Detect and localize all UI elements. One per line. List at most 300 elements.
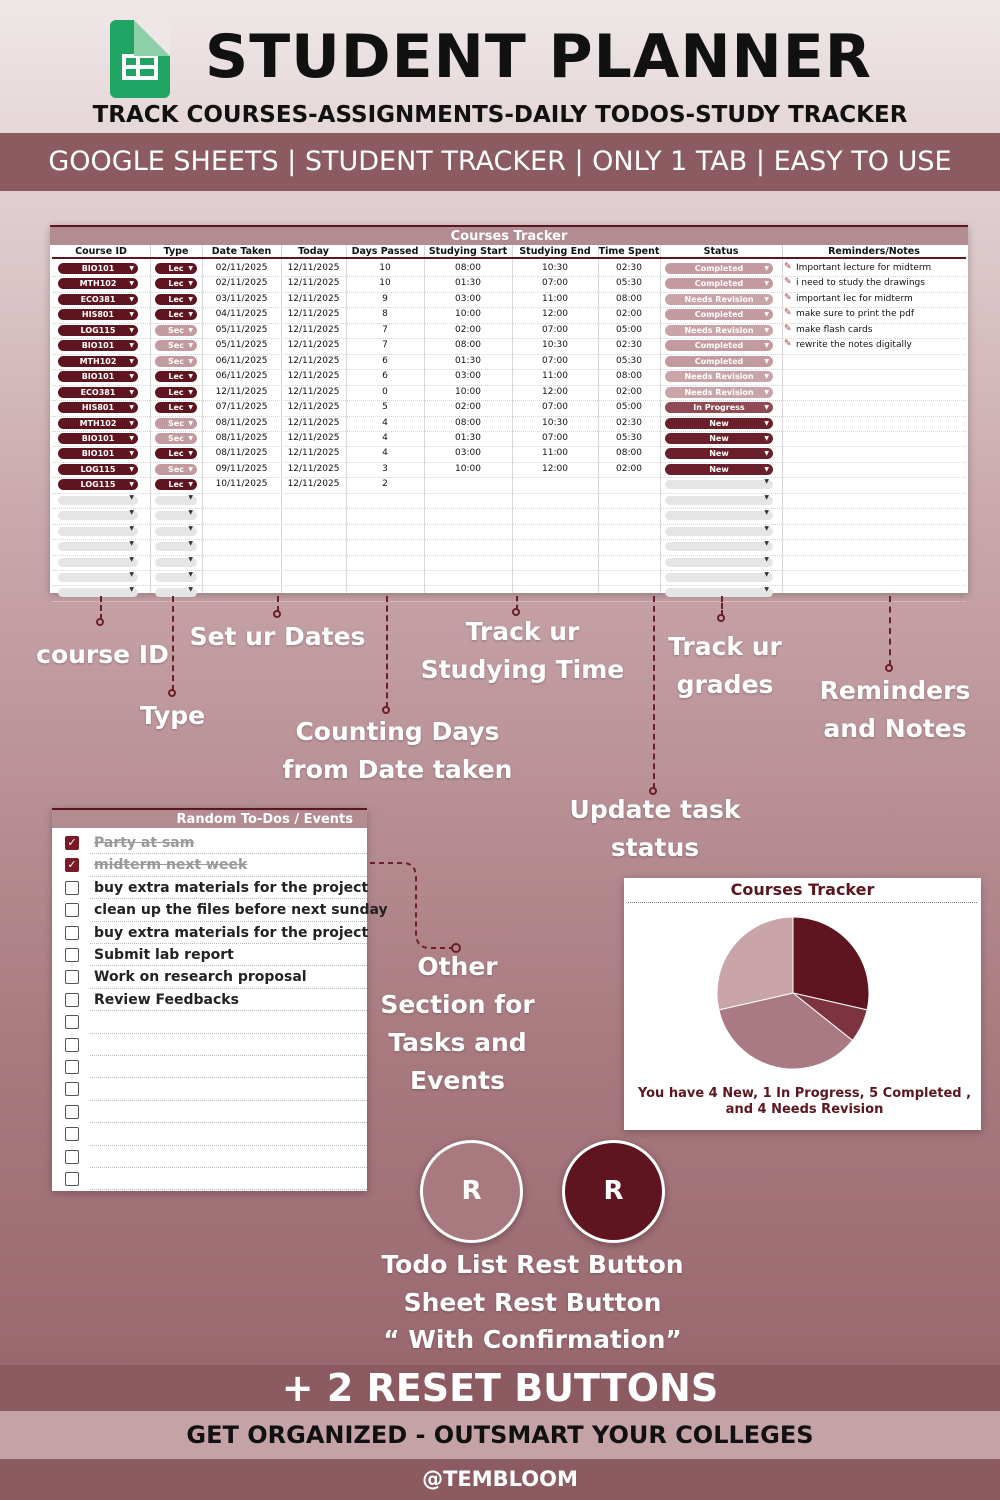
annotation-reminders: Reminders and Notes	[819, 676, 971, 743]
status-dropdown[interactable]: Completed ▼	[665, 278, 773, 289]
cell-end[interactable]: 11:00	[542, 371, 568, 382]
cell-today[interactable]: 12/11/2025	[287, 324, 340, 335]
checkbox[interactable]	[65, 1105, 79, 1119]
cell-today[interactable]: 12/11/2025	[287, 386, 340, 397]
chevron-down-icon: ▼	[129, 465, 134, 473]
list-item	[52, 966, 367, 988]
todo-text[interactable]: clean up the files before next sunday	[94, 902, 388, 919]
chevron-down-icon: ▼	[188, 419, 193, 427]
status-dropdown[interactable]: Completed ▼	[665, 309, 773, 320]
list-item	[52, 1101, 367, 1123]
cell-spent[interactable]: 02:30	[616, 263, 642, 273]
cell-date[interactable]: 08/11/2025	[215, 448, 268, 459]
empty-dropdown[interactable]	[58, 524, 138, 536]
list-item	[52, 1168, 367, 1190]
cell-start[interactable]: 10:00	[455, 386, 481, 397]
chevron-down-icon: ▼	[129, 295, 134, 303]
type-dropdown[interactable]: Sec ▼	[155, 433, 197, 444]
cell-start[interactable]: 02:00	[455, 324, 481, 335]
pencil-icon: ✎	[784, 308, 792, 319]
checkbox[interactable]	[65, 1015, 79, 1029]
chevron-down-icon: ▼	[129, 555, 134, 563]
cell-end[interactable]: 11:00	[542, 293, 568, 304]
chevron-down-icon: ▼	[188, 465, 193, 473]
cell-today[interactable]: 12/11/2025	[287, 355, 340, 366]
annotation-grades: Track ur grades	[668, 632, 782, 699]
cell-today[interactable]: 12/11/2025	[287, 479, 340, 490]
chevron-down-icon: ▼	[129, 509, 134, 517]
annotation-dates: Set ur Dates	[189, 622, 366, 651]
todo-reset-button[interactable]: R	[420, 1140, 523, 1243]
cell-today[interactable]: 12/11/2025	[287, 402, 340, 413]
cell-spent[interactable]: 08:00	[616, 371, 642, 382]
cell-spent[interactable]: 08:00	[616, 293, 642, 304]
annotation-other-section: Other Section for Tasks and Events	[380, 952, 535, 1095]
status-dropdown[interactable]: Needs Revision ▼	[665, 387, 773, 398]
empty-dropdown[interactable]	[155, 542, 197, 551]
cell-days[interactable]: 0	[382, 386, 388, 397]
chevron-down-icon: ▼	[188, 265, 193, 272]
cell-spent[interactable]: 05:00	[616, 324, 642, 335]
chevron-down-icon: ▼	[129, 434, 134, 442]
chevron-down-icon: ▼	[764, 509, 769, 517]
chevron-down-icon: ▼	[188, 326, 193, 334]
type-dropdown[interactable]: Lec ▼	[155, 278, 197, 289]
empty-dropdown[interactable]	[155, 511, 197, 520]
cell-date[interactable]: 06/11/2025	[215, 355, 268, 366]
cell-days[interactable]: 8	[382, 309, 388, 320]
chevron-down-icon: ▼	[764, 388, 769, 396]
cell-date[interactable]: 03/11/2025	[215, 293, 268, 304]
annotation-counting-days: Counting Days from Date taken	[282, 717, 513, 784]
status-dropdown[interactable]	[665, 480, 773, 489]
cell-start[interactable]: 03:00	[455, 448, 481, 459]
type-dropdown[interactable]: Lec ▼	[155, 402, 197, 413]
empty-dropdown[interactable]	[665, 524, 773, 536]
cell-start[interactable]	[424, 477, 512, 492]
cell-end[interactable]: 11:00	[542, 448, 568, 459]
course-id-dropdown[interactable]: HIS801 ▼	[58, 402, 138, 413]
status-dropdown[interactable]: In Progress ▼	[665, 402, 773, 413]
course-id-dropdown[interactable]: LOG115 ▼	[58, 479, 138, 490]
annotation-studying-time: Track ur Studying Time	[420, 617, 625, 684]
checkbox[interactable]	[65, 926, 79, 940]
note-cell[interactable]: important lec for midterm	[796, 293, 913, 304]
cell-start[interactable]: 10:00	[455, 463, 481, 474]
cell-date[interactable]: 02/11/2025	[215, 263, 268, 273]
chevron-down-icon: ▼	[764, 419, 769, 427]
cell-start[interactable]: 03:00	[455, 293, 481, 304]
chevron-down-icon: ▼	[764, 404, 769, 412]
empty-dropdown[interactable]	[665, 573, 773, 582]
type-dropdown[interactable]: Sec ▼	[155, 356, 197, 367]
pie-chart	[716, 916, 870, 1070]
list-item	[52, 1123, 367, 1145]
cell-date[interactable]: 12/11/2025	[215, 386, 268, 397]
course-id-dropdown[interactable]: BIO101 ▼	[58, 340, 138, 351]
empty-dropdown[interactable]	[58, 511, 138, 520]
todo-text[interactable]: Review Feedbacks	[94, 991, 239, 1008]
empty-dropdown[interactable]	[665, 511, 773, 520]
empty-dropdown[interactable]	[58, 542, 138, 551]
chevron-down-icon: ▼	[188, 357, 193, 365]
cell-today[interactable]: 12/11/2025	[287, 340, 340, 351]
column-header: Status	[660, 245, 782, 259]
chevron-down-icon: ▼	[188, 450, 193, 458]
course-id-dropdown[interactable]: MTH102 ▼	[58, 278, 138, 289]
chevron-down-icon: ▼	[764, 357, 769, 365]
cell-spent[interactable]: 05:30	[616, 432, 642, 443]
list-item	[52, 1056, 367, 1078]
cell-today[interactable]: 12/11/2025	[287, 263, 340, 273]
cell-start[interactable]: 03:00	[455, 371, 481, 382]
cell-end[interactable]: 12:00	[542, 386, 568, 397]
status-dropdown[interactable]: Needs Revision ▼	[665, 294, 773, 305]
chevron-down-icon: ▼	[129, 326, 134, 334]
cell-days[interactable]: 6	[382, 355, 388, 366]
chevron-down-icon: ▼	[764, 540, 769, 548]
course-id-dropdown[interactable]: BIO101 ▼	[58, 263, 138, 274]
cell-start[interactable]: 08:00	[455, 263, 481, 273]
column-header: Type	[150, 245, 202, 259]
todo-list	[52, 808, 388, 1191]
feature-banner: GOOGLE SHEETS | STUDENT TRACKER | ONLY 1 TAB | EASY TO USE	[0, 133, 1000, 191]
checkbox[interactable]	[65, 1127, 79, 1141]
chevron-down-icon: ▼	[129, 404, 134, 412]
checkbox[interactable]	[65, 970, 79, 984]
cell-end[interactable]: 10:30	[542, 263, 568, 273]
chevron-down-icon: ▼	[764, 311, 769, 319]
empty-dropdown[interactable]	[155, 555, 197, 567]
list-item	[52, 1078, 367, 1100]
cell-date[interactable]: 02/11/2025	[215, 278, 268, 289]
list-item	[52, 877, 367, 899]
empty-dropdown[interactable]	[58, 493, 138, 505]
reset-caption-3: “ With Confirmation”	[383, 1325, 682, 1354]
chevron-down-icon: ▼	[129, 280, 134, 288]
list-item	[52, 922, 367, 944]
cell-today[interactable]: 12/11/2025	[287, 309, 340, 320]
chevron-down-icon: ▼	[188, 509, 193, 517]
cell-date[interactable]: 06/11/2025	[215, 371, 268, 382]
chevron-down-icon: ▼	[764, 586, 769, 594]
handle: @TEMBLOOM	[0, 1459, 1000, 1500]
cell-date[interactable]: 07/11/2025	[215, 402, 268, 413]
chevron-down-icon: ▼	[188, 481, 193, 489]
empty-dropdown[interactable]	[155, 524, 197, 536]
sheet-title: Courses Tracker	[50, 225, 968, 245]
todo-text[interactable]: Work on research proposal	[94, 969, 307, 986]
chart-title: Courses Tracker	[730, 880, 875, 899]
cell-end[interactable]	[512, 477, 598, 492]
pencil-icon: ✎	[784, 339, 792, 350]
checkbox[interactable]	[65, 881, 79, 895]
chart-caption: You have 4 New, 1 In Progress, 5 Completed , and 4 Needs Revision	[637, 1086, 972, 1117]
cell-days[interactable]: 3	[382, 463, 388, 474]
note-cell[interactable]: make sure to print the pdf	[796, 309, 914, 320]
cell-days[interactable]: 5	[382, 402, 388, 413]
type-dropdown[interactable]: Sec ▼	[155, 340, 197, 351]
cell-end[interactable]: 10:30	[542, 417, 568, 428]
checkbox[interactable]: ✓	[65, 836, 79, 850]
cell-start[interactable]: 01:30	[455, 355, 481, 366]
chevron-down-icon: ▼	[129, 311, 134, 319]
chevron-down-icon: ▼	[188, 280, 193, 288]
status-dropdown[interactable]: Needs Revision ▼	[665, 371, 773, 382]
cell-today[interactable]: 12/11/2025	[287, 463, 340, 474]
empty-dropdown[interactable]	[665, 588, 773, 597]
cell-start[interactable]: 01:30	[455, 278, 481, 289]
chevron-down-icon: ▼	[188, 493, 193, 501]
status-dropdown[interactable]: Completed ▼	[665, 356, 773, 367]
cell-spent[interactable]: 05:30	[616, 278, 642, 289]
cell-end[interactable]: 07:00	[542, 278, 568, 289]
chevron-down-icon: ▼	[129, 493, 134, 501]
type-dropdown[interactable]: Lec ▼	[155, 263, 197, 274]
cell-spent[interactable]: 02:30	[616, 417, 642, 428]
type-dropdown[interactable]: Sec ▼	[155, 325, 197, 336]
status-dropdown[interactable]: New ▼	[665, 433, 773, 444]
todo-text[interactable]: Party at sam	[94, 835, 195, 851]
courses-tracker-sheet	[50, 225, 968, 593]
list-item	[52, 1011, 367, 1033]
cell-days[interactable]: 2	[382, 479, 388, 490]
cell-date[interactable]: 04/11/2025	[215, 309, 268, 320]
empty-dropdown[interactable]	[58, 573, 138, 582]
checkbox[interactable]	[65, 1150, 79, 1164]
type-dropdown[interactable]: Lec ▼	[155, 309, 197, 320]
cell-end[interactable]: 07:00	[542, 402, 568, 413]
chevron-down-icon: ▼	[764, 524, 769, 532]
course-id-dropdown[interactable]: BIO101 ▼	[58, 371, 138, 382]
chevron-down-icon: ▼	[129, 388, 134, 396]
status-dropdown[interactable]: Completed ▼	[665, 340, 773, 351]
note-cell[interactable]: Important lecture for midterm	[796, 263, 932, 273]
chevron-down-icon: ▼	[764, 478, 769, 486]
chevron-down-icon: ▼	[129, 586, 134, 594]
todo-text[interactable]: buy extra materials for the project	[94, 879, 369, 896]
reset-caption-2: Sheet Rest Button	[403, 1288, 662, 1317]
chevron-down-icon: ▼	[764, 493, 769, 501]
cell-date[interactable]: 08/11/2025	[215, 417, 268, 428]
checkbox[interactable]	[65, 1082, 79, 1096]
cell-days[interactable]: 7	[382, 324, 388, 335]
cell-today[interactable]: 12/11/2025	[287, 293, 340, 304]
cell-date[interactable]: 09/11/2025	[215, 463, 268, 474]
cell-days[interactable]: 4	[382, 448, 388, 459]
type-dropdown[interactable]: Sec ▼	[155, 464, 197, 475]
course-id-dropdown[interactable]: MTH102 ▼	[58, 356, 138, 367]
chevron-down-icon: ▼	[188, 342, 193, 350]
list-item	[52, 944, 367, 966]
cell-spent[interactable]: 05:30	[616, 355, 642, 366]
chevron-down-icon: ▼	[188, 555, 193, 563]
checkbox[interactable]	[65, 948, 79, 962]
status-dropdown[interactable]: New ▼	[665, 448, 773, 459]
cell-date[interactable]: 08/11/2025	[215, 432, 268, 443]
column-header: Today	[281, 245, 346, 259]
chevron-down-icon: ▼	[764, 373, 769, 381]
status-dropdown[interactable]: Needs Revision ▼	[665, 325, 773, 336]
chevron-down-icon: ▼	[188, 434, 193, 442]
cell-today[interactable]: 12/11/2025	[287, 371, 340, 382]
chevron-down-icon: ▼	[129, 524, 134, 532]
course-id-dropdown[interactable]: LOG115 ▼	[58, 464, 138, 475]
cell-today[interactable]: 12/11/2025	[287, 432, 340, 443]
chevron-down-icon: ▼	[764, 571, 769, 578]
cell-spent[interactable]: 02:30	[616, 340, 642, 351]
cell-days[interactable]: 10	[379, 263, 391, 273]
empty-dropdown[interactable]	[665, 555, 773, 567]
course-id-dropdown[interactable]: HIS801 ▼	[58, 309, 138, 320]
cell-start[interactable]: 08:00	[455, 340, 481, 351]
list-item	[52, 1146, 367, 1168]
column-header: Days Passed	[346, 245, 424, 259]
cell-end[interactable]: 07:00	[542, 355, 568, 366]
list-item	[52, 899, 388, 921]
cell-days[interactable]: 4	[382, 417, 388, 428]
cell-spent[interactable]: 05:00	[616, 402, 642, 413]
chevron-down-icon: ▼	[764, 295, 769, 303]
chevron-down-icon: ▼	[764, 342, 769, 350]
cell-start[interactable]: 10:00	[455, 309, 481, 320]
page-title: STUDENT PLANNER	[205, 22, 872, 92]
chevron-down-icon: ▼	[129, 571, 134, 578]
status-dropdown[interactable]: Completed ▼	[665, 263, 773, 274]
cell-days[interactable]: 4	[382, 432, 388, 443]
course-id-dropdown[interactable]: MTH102 ▼	[58, 418, 138, 429]
checkbox[interactable]: ✓	[65, 858, 79, 872]
todo-text[interactable]: Submit lab report	[94, 947, 234, 963]
empty-dropdown[interactable]	[155, 493, 197, 505]
type-dropdown[interactable]: Sec ▼	[155, 418, 197, 429]
cell-days[interactable]: 10	[379, 278, 391, 289]
cell-spent[interactable]: 02:00	[616, 386, 642, 397]
todo-text[interactable]: buy extra materials for the project	[94, 924, 369, 941]
checkbox[interactable]	[65, 1060, 79, 1074]
chevron-down-icon: ▼	[129, 265, 134, 272]
cell-start[interactable]: 01:30	[455, 432, 481, 443]
cell-end[interactable]: 07:00	[542, 324, 568, 335]
checkbox[interactable]	[65, 903, 79, 917]
chevron-down-icon: ▼	[764, 555, 769, 563]
course-id-dropdown[interactable]: ECO381 ▼	[58, 294, 138, 305]
chevron-down-icon: ▼	[129, 342, 134, 350]
type-dropdown[interactable]: Lec ▼	[155, 294, 197, 305]
sheet-reset-button[interactable]: R	[562, 1140, 665, 1243]
empty-dropdown[interactable]	[665, 542, 773, 551]
list-item	[52, 989, 367, 1011]
chevron-down-icon: ▼	[764, 450, 769, 458]
course-id-dropdown[interactable]: BIO101 ▼	[58, 448, 138, 459]
type-dropdown[interactable]: Lec ▼	[155, 387, 197, 398]
chevron-down-icon: ▼	[129, 357, 134, 365]
type-dropdown[interactable]: Lec ▼	[155, 371, 197, 382]
chevron-down-icon: ▼	[764, 434, 769, 442]
cell-today[interactable]: 12/11/2025	[287, 448, 340, 459]
cell-spent[interactable]	[598, 477, 660, 492]
cell-spent[interactable]: 08:00	[616, 448, 642, 459]
cell-end[interactable]: 12:00	[542, 463, 568, 474]
google-sheets-icon	[110, 20, 170, 98]
cell-start[interactable]: 08:00	[455, 417, 481, 428]
column-header: Studying End	[512, 245, 598, 259]
cell-spent[interactable]: 02:00	[616, 309, 642, 320]
empty-dropdown[interactable]	[155, 573, 197, 582]
chevron-down-icon: ▼	[188, 571, 193, 578]
course-id-dropdown[interactable]: ECO381 ▼	[58, 387, 138, 398]
annotation-type: Type	[139, 701, 206, 730]
chevron-down-icon: ▼	[188, 373, 193, 381]
cell-today[interactable]: 12/11/2025	[287, 278, 340, 289]
cell-date[interactable]: 10/11/2025	[215, 479, 268, 490]
type-dropdown[interactable]: Lec ▼	[155, 479, 197, 490]
note-cell[interactable]: i need to study the drawings	[796, 278, 925, 289]
column-header: Date Taken	[202, 245, 281, 259]
column-header: Time Spent	[598, 246, 660, 257]
type-dropdown[interactable]: Lec ▼	[155, 448, 197, 459]
cell-start[interactable]: 02:00	[455, 402, 481, 413]
cell-end[interactable]: 10:30	[542, 340, 568, 351]
pie-slice-needs-revision	[717, 917, 793, 1010]
reset-caption-1: Todo List Rest Button	[381, 1250, 684, 1279]
chevron-down-icon: ▼	[188, 404, 193, 412]
reset-banner: + 2 RESET BUTTONS	[0, 1365, 1000, 1411]
pie-chart-card	[624, 878, 981, 1130]
cell-days[interactable]: 6	[382, 371, 388, 382]
column-header: Reminders/Notes	[782, 245, 966, 259]
course-id-dropdown[interactable]: LOG115 ▼	[58, 325, 138, 336]
cell-today[interactable]: 12/11/2025	[287, 417, 340, 428]
column-header: Course ID	[52, 245, 150, 259]
status-dropdown[interactable]: New ▼	[665, 418, 773, 429]
note-cell[interactable]: make flash cards	[796, 324, 873, 335]
chevron-down-icon: ▼	[188, 540, 193, 548]
checkbox[interactable]	[65, 1172, 79, 1186]
empty-dropdown[interactable]	[58, 555, 138, 567]
chevron-down-icon: ▼	[764, 326, 769, 334]
annotation-status: Update task status	[569, 795, 741, 862]
cell-days[interactable]: 9	[382, 293, 388, 304]
course-id-dropdown[interactable]: BIO101 ▼	[58, 433, 138, 444]
pencil-icon: ✎	[784, 262, 792, 272]
cell-date[interactable]: 05/11/2025	[215, 324, 268, 335]
checkbox[interactable]	[65, 1038, 79, 1052]
chevron-down-icon: ▼	[764, 465, 769, 473]
note-cell[interactable]: rewrite the notes digitally	[796, 340, 912, 351]
checkbox[interactable]	[65, 993, 79, 1007]
empty-dropdown[interactable]	[58, 588, 138, 597]
page-subtitle: TRACK COURSES-ASSIGNMENTS-DAILY TODOS-STUDY TRACKER	[92, 102, 908, 128]
chevron-down-icon: ▼	[129, 481, 134, 489]
cell-spent[interactable]: 02:00	[616, 463, 642, 474]
cell-end[interactable]: 07:00	[542, 432, 568, 443]
cell-end[interactable]: 12:00	[542, 309, 568, 320]
list-item	[52, 832, 367, 854]
status-dropdown[interactable]: New ▼	[665, 464, 773, 475]
chevron-down-icon: ▼	[188, 586, 193, 594]
pencil-icon: ✎	[784, 292, 792, 303]
chevron-down-icon: ▼	[129, 450, 134, 458]
empty-dropdown[interactable]	[665, 493, 773, 505]
todo-text[interactable]: midterm next week	[94, 857, 248, 874]
chevron-down-icon: ▼	[129, 373, 134, 381]
chevron-down-icon: ▼	[188, 311, 193, 319]
chevron-down-icon: ▼	[188, 524, 193, 532]
cell-days[interactable]: 7	[382, 340, 388, 351]
cell-date[interactable]: 05/11/2025	[215, 340, 268, 351]
empty-dropdown[interactable]	[155, 588, 197, 597]
